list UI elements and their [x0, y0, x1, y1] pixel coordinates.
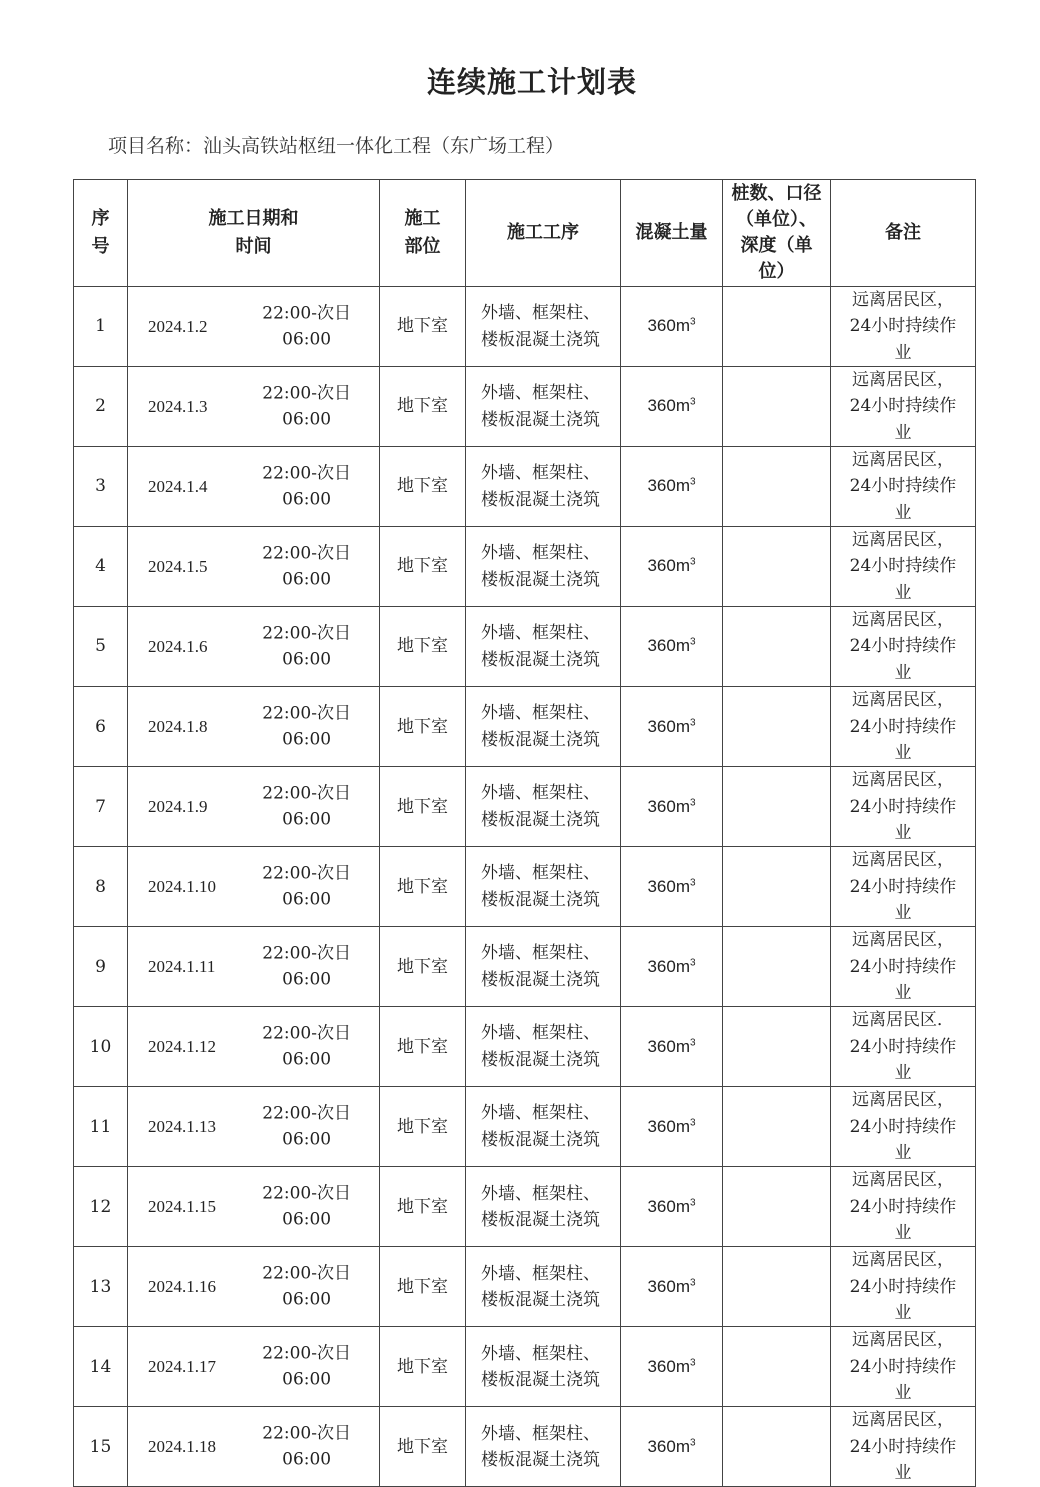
cell-location: 地下室	[380, 687, 466, 767]
cell-location: 地下室	[380, 527, 466, 607]
cell-concrete	[621, 927, 723, 1007]
time-start: 22:00-次日	[262, 1343, 351, 1364]
volume-unit-exponent: 3	[689, 1437, 696, 1449]
time-start: 22:00-次日	[262, 463, 351, 484]
cell-date: 2024.1.5	[148, 556, 208, 576]
cell-time	[262, 1020, 351, 1073]
cell-location: 地下室	[380, 447, 466, 527]
cell-remarks: 远离居民区，24小时持续作业	[831, 1247, 976, 1327]
cell-time	[262, 700, 351, 753]
volume-unit-exponent: 3	[689, 556, 696, 568]
construction-plan-table	[73, 179, 976, 1487]
cell-remarks: 远离居民区，24小时持续作业	[831, 767, 976, 847]
cell-location: 地下室	[380, 1327, 466, 1407]
cell-process: 外墙、框架柱、楼板混凝土浇筑	[466, 527, 621, 607]
time-end: 06:00	[282, 1209, 332, 1230]
table-row	[74, 1087, 976, 1167]
cell-datetime	[128, 527, 380, 607]
cell-seq: 14	[74, 1327, 128, 1407]
volume-value: 360m	[647, 1196, 690, 1216]
cell-concrete	[621, 527, 723, 607]
cell-location: 地下室	[380, 1167, 466, 1247]
time-end: 06:00	[282, 329, 332, 350]
cell-concrete	[621, 767, 723, 847]
table-row	[74, 1167, 976, 1247]
cell-datetime	[128, 1007, 380, 1087]
volume-unit-exponent: 3	[689, 1117, 696, 1128]
cell-seq: 4	[74, 527, 128, 607]
cell-concrete	[621, 1327, 723, 1407]
time-end: 06:00	[282, 1129, 332, 1150]
table-row	[74, 1407, 976, 1487]
table-row	[74, 847, 976, 927]
volume-unit-exponent: 3	[689, 1277, 696, 1289]
volume-value: 360m	[647, 1116, 690, 1136]
cell-date: 2024.1.3	[148, 396, 208, 416]
cell-concrete	[621, 367, 723, 447]
cell-concrete	[621, 447, 723, 527]
time-end: 06:00	[282, 729, 332, 750]
cell-date: 2024.1.17	[148, 1356, 216, 1376]
header-piles: 桩数、口径（单位）、深度（单位）	[723, 180, 831, 287]
time-start: 22:00-次日	[262, 543, 351, 564]
time-end: 06:00	[282, 1049, 332, 1070]
cell-time	[262, 780, 351, 833]
cell-concrete	[621, 607, 723, 687]
table-header-row	[74, 180, 976, 287]
cell-process: 外墙、框架柱、楼板混凝土浇筑	[466, 1407, 621, 1487]
volume-value: 360m	[647, 796, 690, 816]
cell-location: 地下室	[380, 927, 466, 1007]
cell-process: 外墙、框架柱、楼板混凝土浇筑	[466, 1247, 621, 1327]
cell-process: 外墙、框架柱、楼板混凝土浇筑	[466, 607, 621, 687]
time-start: 22:00-次日	[262, 863, 351, 884]
cell-date: 2024.1.11	[148, 956, 216, 976]
cell-piles	[723, 1007, 831, 1087]
cell-date: 2024.1.4	[148, 476, 208, 496]
cell-time	[262, 1421, 351, 1474]
cell-datetime	[128, 927, 380, 1007]
cell-time	[262, 380, 351, 433]
cell-datetime	[128, 287, 380, 367]
time-end: 06:00	[282, 969, 332, 990]
time-start: 22:00-次日	[262, 1103, 351, 1124]
cell-piles	[723, 607, 831, 687]
cell-remarks: 远离居民区，24小时持续作业	[831, 687, 976, 767]
cell-location: 地下室	[380, 607, 466, 687]
volume-unit-exponent: 3	[689, 636, 696, 648]
cell-datetime	[128, 1247, 380, 1327]
table-row	[74, 927, 976, 1007]
cell-datetime	[128, 847, 380, 927]
cell-date: 2024.1.18	[148, 1436, 216, 1456]
cell-process: 外墙、框架柱、楼板混凝土浇筑	[466, 1167, 621, 1247]
project-name: 项目名称：汕头高铁站枢纽一体化工程（东广场工程）	[108, 135, 565, 157]
cell-process: 外墙、框架柱、楼板混凝土浇筑	[466, 1087, 621, 1167]
cell-time	[262, 1261, 351, 1314]
cell-date: 2024.1.12	[148, 1036, 216, 1056]
cell-date: 2024.1.13	[148, 1116, 216, 1136]
cell-seq: 8	[74, 847, 128, 927]
volume-value: 360m	[647, 396, 690, 416]
cell-location: 地下室	[380, 1247, 466, 1327]
cell-time	[262, 460, 351, 513]
time-end: 06:00	[282, 809, 332, 830]
cell-concrete	[621, 847, 723, 927]
cell-piles	[723, 927, 831, 1007]
time-end: 06:00	[282, 1289, 332, 1310]
cell-location: 地下室	[380, 1087, 466, 1167]
cell-location: 地下室	[380, 1007, 466, 1087]
header-seq: 序号	[74, 180, 128, 287]
cell-seq: 9	[74, 927, 128, 1007]
volume-value: 360m	[647, 476, 690, 496]
cell-process: 外墙、框架柱、楼板混凝土浇筑	[466, 1327, 621, 1407]
cell-time	[262, 1341, 351, 1394]
cell-remarks: 远离居民区，24小时持续作业	[831, 847, 976, 927]
cell-piles	[723, 527, 831, 607]
cell-date: 2024.1.2	[148, 316, 208, 336]
cell-concrete	[621, 1087, 723, 1167]
table-row	[74, 527, 976, 607]
cell-remarks: 远离居民区，24小时持续作业	[831, 1407, 976, 1487]
table-row	[74, 1247, 976, 1327]
time-start: 22:00-次日	[262, 1023, 351, 1044]
cell-process: 外墙、框架柱、楼板混凝土浇筑	[466, 687, 621, 767]
cell-process: 外墙、框架柱、楼板混凝土浇筑	[466, 287, 621, 367]
cell-location: 地下室	[380, 1407, 466, 1487]
volume-value: 360m	[647, 1436, 690, 1456]
cell-datetime	[128, 447, 380, 527]
volume-value: 360m	[647, 636, 690, 656]
volume-unit-exponent: 3	[689, 796, 696, 808]
cell-time	[262, 540, 351, 593]
time-end: 06:00	[282, 569, 332, 590]
cell-datetime	[128, 1167, 380, 1247]
cell-time	[262, 1181, 351, 1234]
volume-value: 360m	[647, 1036, 690, 1056]
table-row	[74, 1327, 976, 1407]
cell-concrete	[621, 287, 723, 367]
volume-value: 360m	[647, 1356, 690, 1376]
volume-value: 360m	[647, 316, 690, 336]
table-row	[74, 767, 976, 847]
table-row	[74, 287, 976, 367]
time-start: 22:00-次日	[262, 383, 351, 404]
volume-value: 360m	[647, 556, 690, 576]
header-location: 施工部位	[380, 180, 466, 287]
volume-value: 360m	[647, 1276, 690, 1296]
cell-seq: 3	[74, 447, 128, 527]
cell-date: 2024.1.10	[148, 876, 216, 896]
time-start: 22:00-次日	[262, 623, 351, 644]
cell-seq: 13	[74, 1247, 128, 1327]
volume-unit-exponent: 3	[689, 396, 696, 408]
cell-date: 2024.1.16	[148, 1276, 216, 1296]
cell-datetime	[128, 687, 380, 767]
volume-unit-exponent: 3	[689, 956, 696, 968]
table-row	[74, 607, 976, 687]
volume-value: 360m	[647, 876, 690, 896]
time-start: 22:00-次日	[262, 303, 351, 324]
cell-concrete	[621, 1407, 723, 1487]
time-start: 22:00-次日	[262, 783, 351, 804]
volume-unit-exponent: 3	[689, 1036, 696, 1048]
time-end: 06:00	[282, 489, 332, 510]
table-row	[74, 447, 976, 527]
cell-location: 地下室	[380, 287, 466, 367]
cell-piles	[723, 847, 831, 927]
header-remarks: 备注	[831, 180, 976, 287]
cell-location: 地下室	[380, 847, 466, 927]
table-row	[74, 367, 976, 447]
cell-datetime	[128, 1087, 380, 1167]
cell-process: 外墙、框架柱、楼板混凝土浇筑	[466, 1007, 621, 1087]
volume-unit-exponent: 3	[689, 316, 696, 328]
header-process: 施工工序	[466, 180, 621, 287]
cell-datetime	[128, 1327, 380, 1407]
time-end: 06:00	[282, 889, 332, 910]
time-end: 06:00	[282, 1369, 332, 1390]
cell-date: 2024.1.8	[148, 716, 208, 736]
cell-piles	[723, 1247, 831, 1327]
table-row	[74, 1007, 976, 1087]
cell-location: 地下室	[380, 367, 466, 447]
cell-remarks: 远离居民区，24小时持续作业	[831, 1327, 976, 1407]
cell-time	[262, 620, 351, 673]
time-start: 22:00-次日	[262, 703, 351, 724]
cell-seq: 12	[74, 1167, 128, 1247]
cell-date: 2024.1.9	[148, 796, 208, 816]
cell-remarks: 远离居民区．24小时持续作业	[831, 1007, 976, 1087]
time-start: 22:00-次日	[262, 1423, 351, 1444]
time-end: 06:00	[282, 409, 332, 430]
cell-process: 外墙、框架柱、楼板混凝土浇筑	[466, 927, 621, 1007]
cell-datetime	[128, 607, 380, 687]
cell-piles	[723, 1407, 831, 1487]
cell-time	[262, 300, 351, 353]
cell-piles	[723, 1167, 831, 1247]
time-start: 22:00-次日	[262, 1263, 351, 1284]
time-end: 06:00	[282, 649, 332, 670]
table-row	[74, 687, 976, 767]
volume-unit-exponent: 3	[689, 1197, 696, 1209]
volume-value: 360m	[647, 956, 690, 976]
cell-piles	[723, 767, 831, 847]
cell-seq: 11	[74, 1087, 128, 1167]
time-end: 06:00	[282, 1449, 332, 1470]
cell-time	[262, 860, 351, 913]
cell-concrete	[621, 1167, 723, 1247]
time-start: 22:00-次日	[262, 943, 351, 964]
cell-process: 外墙、框架柱、楼板混凝土浇筑	[466, 847, 621, 927]
volume-unit-exponent: 3	[689, 876, 696, 888]
volume-unit-exponent: 3	[689, 1357, 696, 1369]
header-datetime: 施工日期和时间	[128, 180, 380, 287]
cell-remarks: 远离居民区，24小时持续作业	[831, 1167, 976, 1247]
volume-value: 360m	[647, 716, 690, 736]
cell-piles	[723, 447, 831, 527]
cell-datetime	[128, 1407, 380, 1487]
cell-datetime	[128, 367, 380, 447]
cell-remarks: 远离居民区，24小时持续作业	[831, 287, 976, 367]
cell-process: 外墙、框架柱、楼板混凝土浇筑	[466, 367, 621, 447]
cell-remarks: 远离居民区，24小时持续作业	[831, 527, 976, 607]
volume-unit-exponent: 3	[689, 476, 696, 488]
document-title: 连续施工计划表	[426, 65, 637, 99]
cell-time	[262, 1100, 351, 1153]
time-start: 22:00-次日	[262, 1183, 351, 1204]
cell-remarks: 远离居民区，24小时持续作业	[831, 367, 976, 447]
cell-seq: 2	[74, 367, 128, 447]
cell-remarks: 远离居民区，24小时持续作业	[831, 607, 976, 687]
cell-remarks: 远离居民区，24小时持续作业	[831, 1087, 976, 1167]
cell-date: 2024.1.6	[148, 636, 208, 656]
cell-piles	[723, 287, 831, 367]
cell-piles	[723, 367, 831, 447]
cell-seq: 7	[74, 767, 128, 847]
cell-seq: 5	[74, 607, 128, 687]
header-concrete: 混凝土量	[621, 180, 723, 287]
cell-seq: 10	[74, 1007, 128, 1087]
cell-remarks: 远离居民区，24小时持续作业	[831, 927, 976, 1007]
volume-unit-exponent: 3	[689, 716, 696, 728]
cell-seq: 15	[74, 1407, 128, 1487]
cell-piles	[723, 687, 831, 767]
cell-datetime	[128, 767, 380, 847]
cell-process: 外墙、框架柱、楼板混凝土浇筑	[466, 767, 621, 847]
cell-piles	[723, 1087, 831, 1167]
cell-concrete	[621, 1007, 723, 1087]
cell-seq: 1	[74, 287, 128, 367]
cell-concrete	[621, 687, 723, 767]
cell-concrete	[621, 1247, 723, 1327]
cell-time	[262, 940, 351, 993]
cell-seq: 6	[74, 687, 128, 767]
cell-piles	[723, 1327, 831, 1407]
cell-remarks: 远离居民区，24小时持续作业	[831, 447, 976, 527]
cell-location: 地下室	[380, 767, 466, 847]
cell-process: 外墙、框架柱、楼板混凝土浇筑	[466, 447, 621, 527]
cell-date: 2024.1.15	[148, 1196, 216, 1216]
